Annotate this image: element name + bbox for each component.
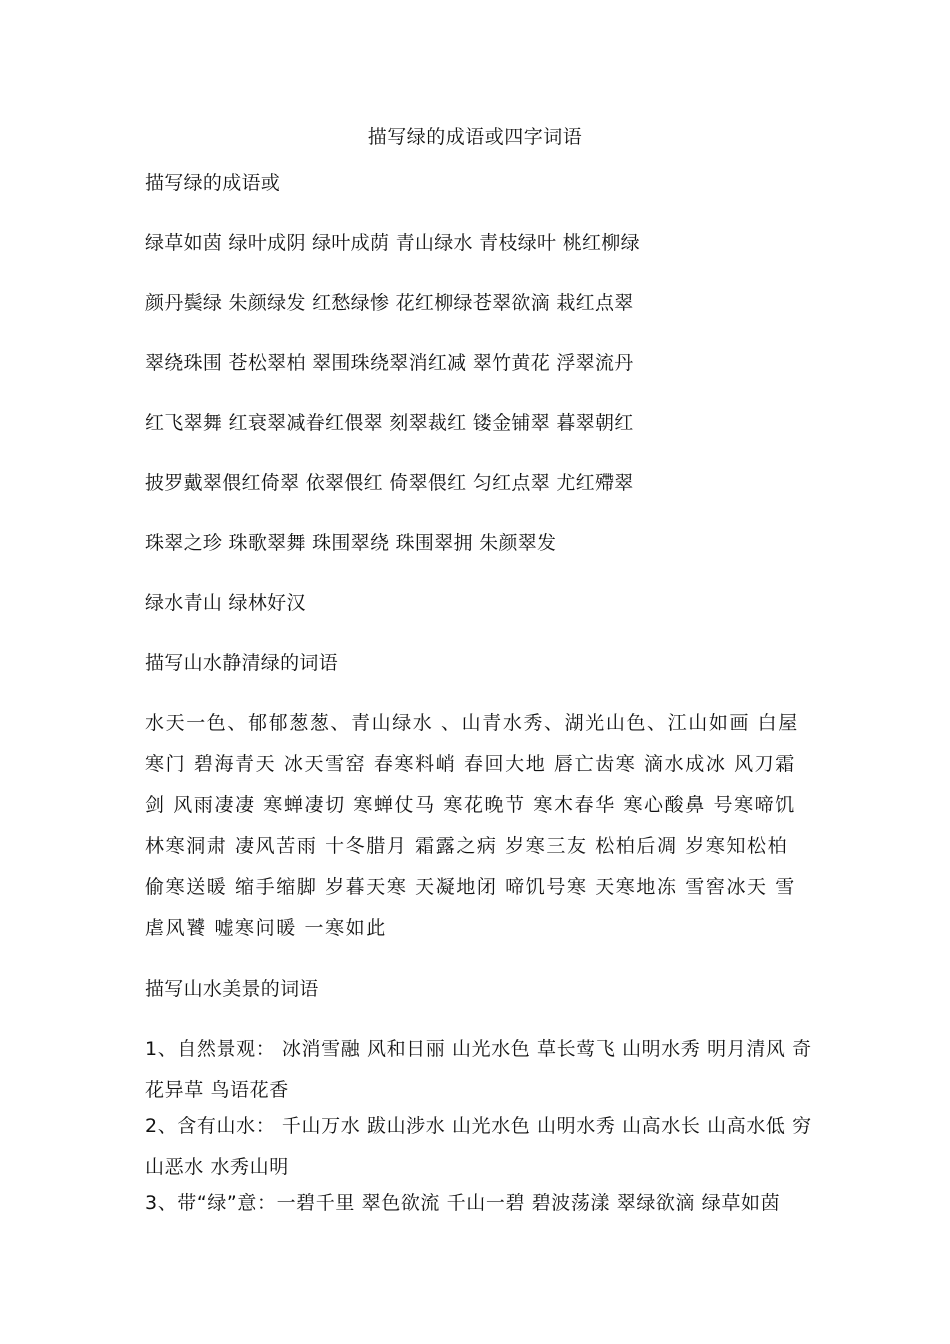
scenery-list-item: 1、自然景观： 冰消雪融 风和日丽 山光水色 草长莺飞 山明水秀 明月清风 奇花异草 鸟语花香 [145,1038,812,1101]
idiom-row: 绿水青山 绿林好汉 [145,592,306,614]
section-heading-green-idioms: 描写绿的成语或 [145,172,281,194]
idiom-row: 颜丹鬓绿 朱颜绿发 红愁绿惨 花红柳绿苍翠欲滴 栽红点翠 [145,292,634,314]
idiom-row: 翠绕珠围 苍松翠柏 翠围珠绕翠消红减 翠竹黄花 浮翠流丹 [145,352,634,374]
document-title: 描写绿的成语或四字词语 [367,126,583,148]
idiom-row: 披罗戴翠偎红倚翠 依翠偎红 倚翠偎红 匀红点翠 尤红殢翠 [145,472,634,494]
scenery-list-item: 2、含有山水： 千山万水 跋山涉水 山光水色 山明水秀 山高水长 山高水低 穷山恶水 水秀山明 [145,1115,812,1178]
idiom-row: 绿草如茵 绿叶成阴 绿叶成荫 青山绿水 青枝绿叶 桃红柳绿 [145,232,640,254]
idiom-row: 红飞翠舞 红衰翠减眷红偎翠 刻翠裁红 镂金铺翠 暮翠朝红 [145,412,634,434]
document-body [145,168,813,1224]
idiom-row: 珠翠之珍 珠歌翠舞 珠围翠绕 珠围翠拥 朱颜翠发 [145,532,557,554]
section-heading-scenery-words: 描写山水美景的词语 [145,978,319,1000]
landscape-word-paragraph: 水天一色、郁郁葱葱、青山绿水 、山青水秀、湖光山色、江山如画 白屋寒门 碧海青天 冰天雪窑 春寒料峭 春回大地 唇亡齿寒 滴水成冰 风刀霜剑 风雨凄凄 寒蝉凄切 寒蝉仗马 寒花晚节 寒木春华 寒心酸鼻 号寒啼饥 林寒洞肃 凄风苦雨 十冬腊月 霜露之病 岁寒三友 松柏后凋 岁寒知松柏 偷寒送暖 缩手缩脚 岁暮天寒 天凝地闭 啼饥号寒 天寒地冻 雪窖冰天 雪虐风饕 嘘寒问暖 一寒如此 [145,712,804,939]
section-heading-landscape-words: 描写山水静清绿的词语 [145,652,339,674]
scenery-list-item: 3、带“绿”意：一碧千里 翠色欲流 千山一碧 碧波荡漾 翠绿欲滴 绿草如茵 [145,1192,781,1214]
